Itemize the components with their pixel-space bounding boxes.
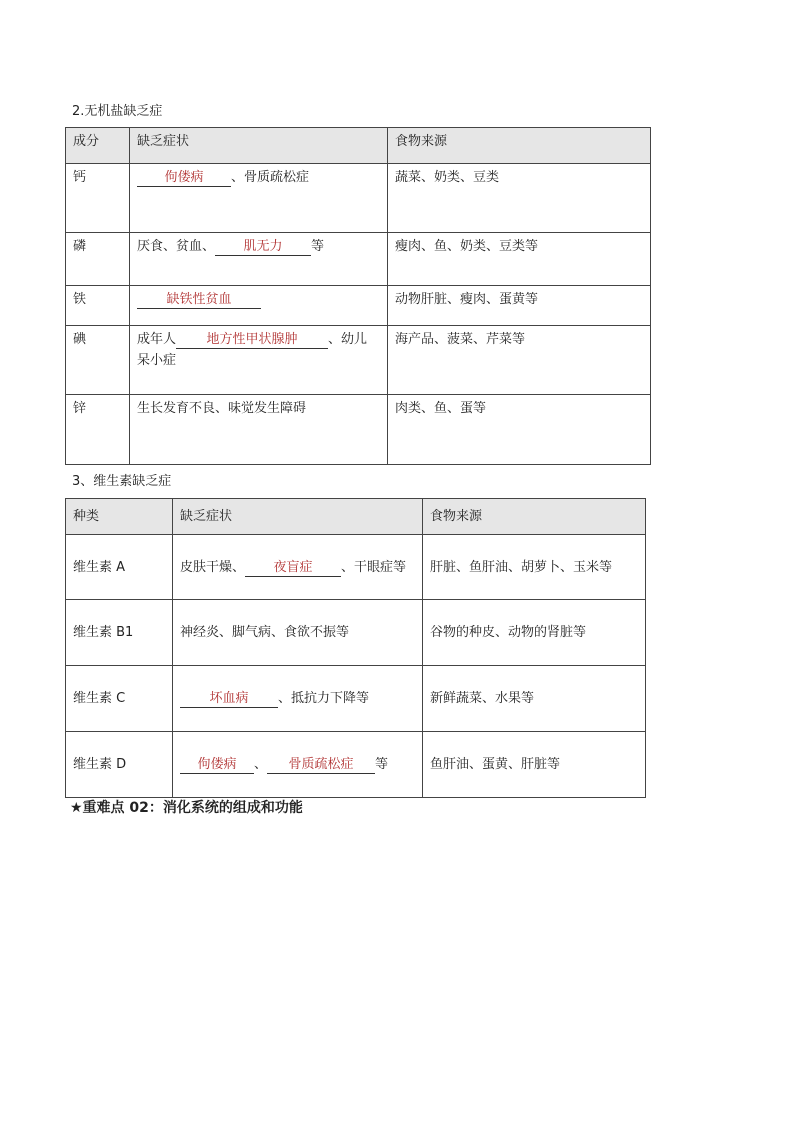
cell-name: 维生素 C [66,666,173,732]
cell-name: 维生素 D [66,732,173,798]
cell-symptoms [130,326,388,395]
symptom-text: 皮肤干燥、 [180,559,246,575]
symptom-text: 、幼儿 [328,332,368,347]
symptom-text: 呆小症 [137,353,177,368]
cell-symptoms [173,732,423,798]
header-symptoms: 缺乏症状 [173,499,423,535]
answer-blank: 骨质疏松症 [267,757,375,774]
answer-blank: 缺铁性贫血 [137,292,261,309]
cell-name: 铁 [66,286,130,326]
table-header-row [66,499,646,535]
cell-symptoms [173,666,423,732]
symptom-text: 、抵抗力下降等 [278,691,370,706]
table-header-row [66,128,651,164]
cell-symptoms [130,233,388,286]
table-row-iodine [66,326,651,395]
symptom-text: 、骨质疏松症 [231,170,310,185]
header-food-source: 食物来源 [388,128,651,164]
cell-name: 维生素 B1 [66,600,173,666]
cell-symptoms [173,535,423,600]
cell-symptoms [130,164,388,233]
table-row-vitamin-c [66,666,646,732]
cell-symptoms [130,286,388,326]
answer-blank: 佝偻病 [137,170,231,187]
answer-blank: 坏血病 [180,691,278,708]
symptom-text: 等 [375,757,389,772]
cell-food: 动物肝脏、瘦肉、蛋黄等 [388,286,651,326]
header-type: 种类 [66,499,173,535]
answer-blank: 佝偻病 [180,757,254,774]
section-2-title: 2.无机盐缺乏症 [72,104,163,119]
vitamin-deficiency-table [65,498,646,798]
symptom-text: 、 [254,757,268,772]
symptom-text: 厌食、贫血、 [137,239,216,254]
table-row-vitamin-d [66,732,646,798]
cell-food: 鱼肝油、蛋黄、肝脏等 [423,732,646,798]
cell-symptoms: 生长发育不良、味觉发生障碍 [130,395,388,465]
cell-food: 谷物的种皮、动物的肾脏等 [423,600,646,666]
mineral-deficiency-table [65,127,651,465]
table-row-vitamin-b1 [66,600,646,666]
section-3-title: 3、维生素缺乏症 [72,474,172,489]
key-point-heading: ★重难点 02：消化系统的组成和功能 [70,800,303,816]
symptom-text: 等 [311,239,325,254]
cell-name: 锌 [66,395,130,465]
cell-name: 维生素 A [66,535,173,600]
table-row-iron [66,286,651,326]
symptom-text: 成年人 [137,332,177,347]
symptom-text: 、干眼症等 [341,559,407,575]
header-component: 成分 [66,128,130,164]
cell-symptoms: 神经炎、脚气病、食欲不振等 [173,600,423,666]
cell-food: 蔬菜、奶类、豆类 [388,164,651,233]
table-row-zinc [66,395,651,465]
cell-food: 肝脏、鱼肝油、胡萝卜、玉米等 [423,535,646,600]
cell-name: 磷 [66,233,130,286]
cell-food: 海产品、菠菜、芹菜等 [388,326,651,395]
table-row-vitamin-a [66,535,646,600]
answer-blank: 夜盲症 [245,560,341,577]
cell-name: 钙 [66,164,130,233]
answer-blank: 地方性甲状腺肿 [176,332,328,349]
table-row-calcium [66,164,651,233]
cell-food: 新鲜蔬菜、水果等 [423,666,646,732]
header-symptoms: 缺乏症状 [130,128,388,164]
cell-food: 瘦肉、鱼、奶类、豆类等 [388,233,651,286]
cell-name: 碘 [66,326,130,395]
header-food-source: 食物来源 [423,499,646,535]
cell-food: 肉类、鱼、蛋等 [388,395,651,465]
table-row-phosphorus [66,233,651,286]
answer-blank: 肌无力 [215,239,311,256]
